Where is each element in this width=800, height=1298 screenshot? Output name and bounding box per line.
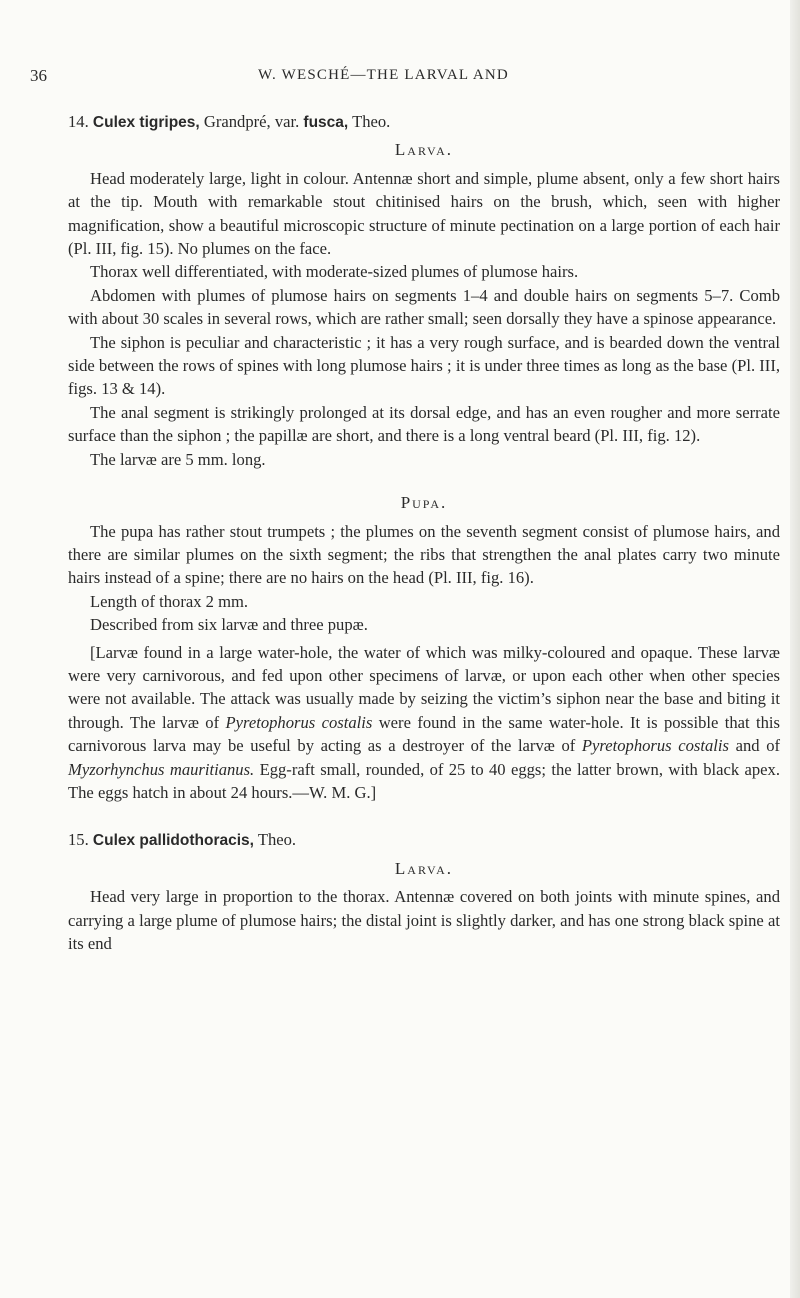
pupa-paragraph: Length of thorax 2 mm. — [90, 591, 249, 611]
larva-paragraph: The anal segment is strikingly prolonged at its dorsal edge, and has an even rougher and more serrate surface than the siphon ; the papillæ are short, and there is a long ventral beard (Pl. III, fig. 12). — [68, 402, 780, 446]
larva-paragraph: Head moderately large, light in colour. Antennæ short and simple, plume absent, only a few short hairs at the tip. Mouth with remarkable stout chitinised hairs on the brush, which, seen with higher magnification, show a beautiful microscopic structure of minute pectination on a large portion of each hair (Pl. III, fig. 15). No plumes on the face. — [68, 168, 780, 259]
note-text: Egg-raft small, rounded, of 25 to 40 eggs; the latter brown, with black apex. The eggs hatch in about 24 hours.—W. M. G.] — [68, 759, 780, 802]
page-body — [68, 110, 780, 955]
page-number: 36 — [30, 66, 47, 85]
note-text: and of — [735, 736, 781, 756]
species-italic: Myzorhynchus mauritianus. — [68, 759, 255, 779]
authority: Theo. — [352, 112, 391, 131]
larva-heading: Larva. — [394, 140, 454, 160]
note-text: [Larvæ found in a large water-hole, the water of which was milky-coloured and opaque. These larvæ were very carnivorous, and fed upon other specimens of larvæ, or upon each other when other species were not available. The attack was usually made by seizing the victim’s siphon near the base and biting it through. The larvæ of — [68, 642, 780, 732]
larva-paragraph: The siphon is peculiar and characteristic ; it has a very rough surface, and is bearded down the ventral side between the rows of spines with long plumose hairs ; it is under three times as long as the base (Pl. III, figs. 13 & 14). — [68, 332, 780, 399]
variety-name: fusca, — [303, 114, 349, 131]
entry-14-title — [68, 110, 780, 134]
species-name: Culex tigripes, — [92, 114, 200, 131]
larva-paragraph: Head very large in proportion to the thorax. Antennæ covered on both joints with minute spines, and carrying a large plume of plumose hairs; the distal joint is slightly darker, and has one strong black spine at its end — [68, 887, 780, 953]
authority: Theo. — [257, 830, 297, 850]
page-edge-shadow — [790, 0, 800, 1298]
species-italic: Pyretophorus costalis — [581, 736, 729, 756]
larva-paragraph: Thorax well differentiated, with moderate-sized plumes of plumose hairs. — [90, 262, 579, 282]
pupa-heading: Pupa. — [400, 493, 448, 513]
larva-paragraph: The larvæ are 5 mm. long. — [90, 449, 266, 469]
pupa-paragraph: Described from six larvæ and three pupæ. — [90, 615, 368, 635]
entry-number: 14. — [68, 112, 89, 131]
species-italic: Pyretophorus costalis — [225, 712, 373, 732]
entry-number: 15. — [68, 830, 89, 850]
species-name: Culex pallidothoracis, — [92, 832, 254, 850]
larva-paragraph: Abdomen with plumes of plumose hairs on segments 1–4 and double hairs on segments 5–7. Comb with about 30 scales in several rows, which are rather small; seen dorsally they have a spinose appearance. — [68, 285, 780, 329]
authority: Grandpré, var. — [203, 112, 300, 131]
field-note — [68, 641, 780, 805]
running-head: W. WESCHÉ—THE LARVAL AND — [258, 67, 509, 83]
note-text: were found in the same water-hole. It is possible that this carnivorous larva may be useful by acting as a destroyer of the larvæ of — [68, 712, 780, 756]
pupa-paragraph: The pupa has rather stout trumpets ; the plumes on the seventh segment consist of plumose hairs, and there are similar plumes on the sixth segment; the ribs that strengthen the anal plates carry two minute hairs instead of a spine; there are no hairs on the head (Pl. III, fig. 16). — [68, 521, 780, 588]
page-header — [30, 66, 770, 90]
entry-15-title — [68, 828, 780, 852]
larva-heading: Larva. — [394, 858, 454, 878]
